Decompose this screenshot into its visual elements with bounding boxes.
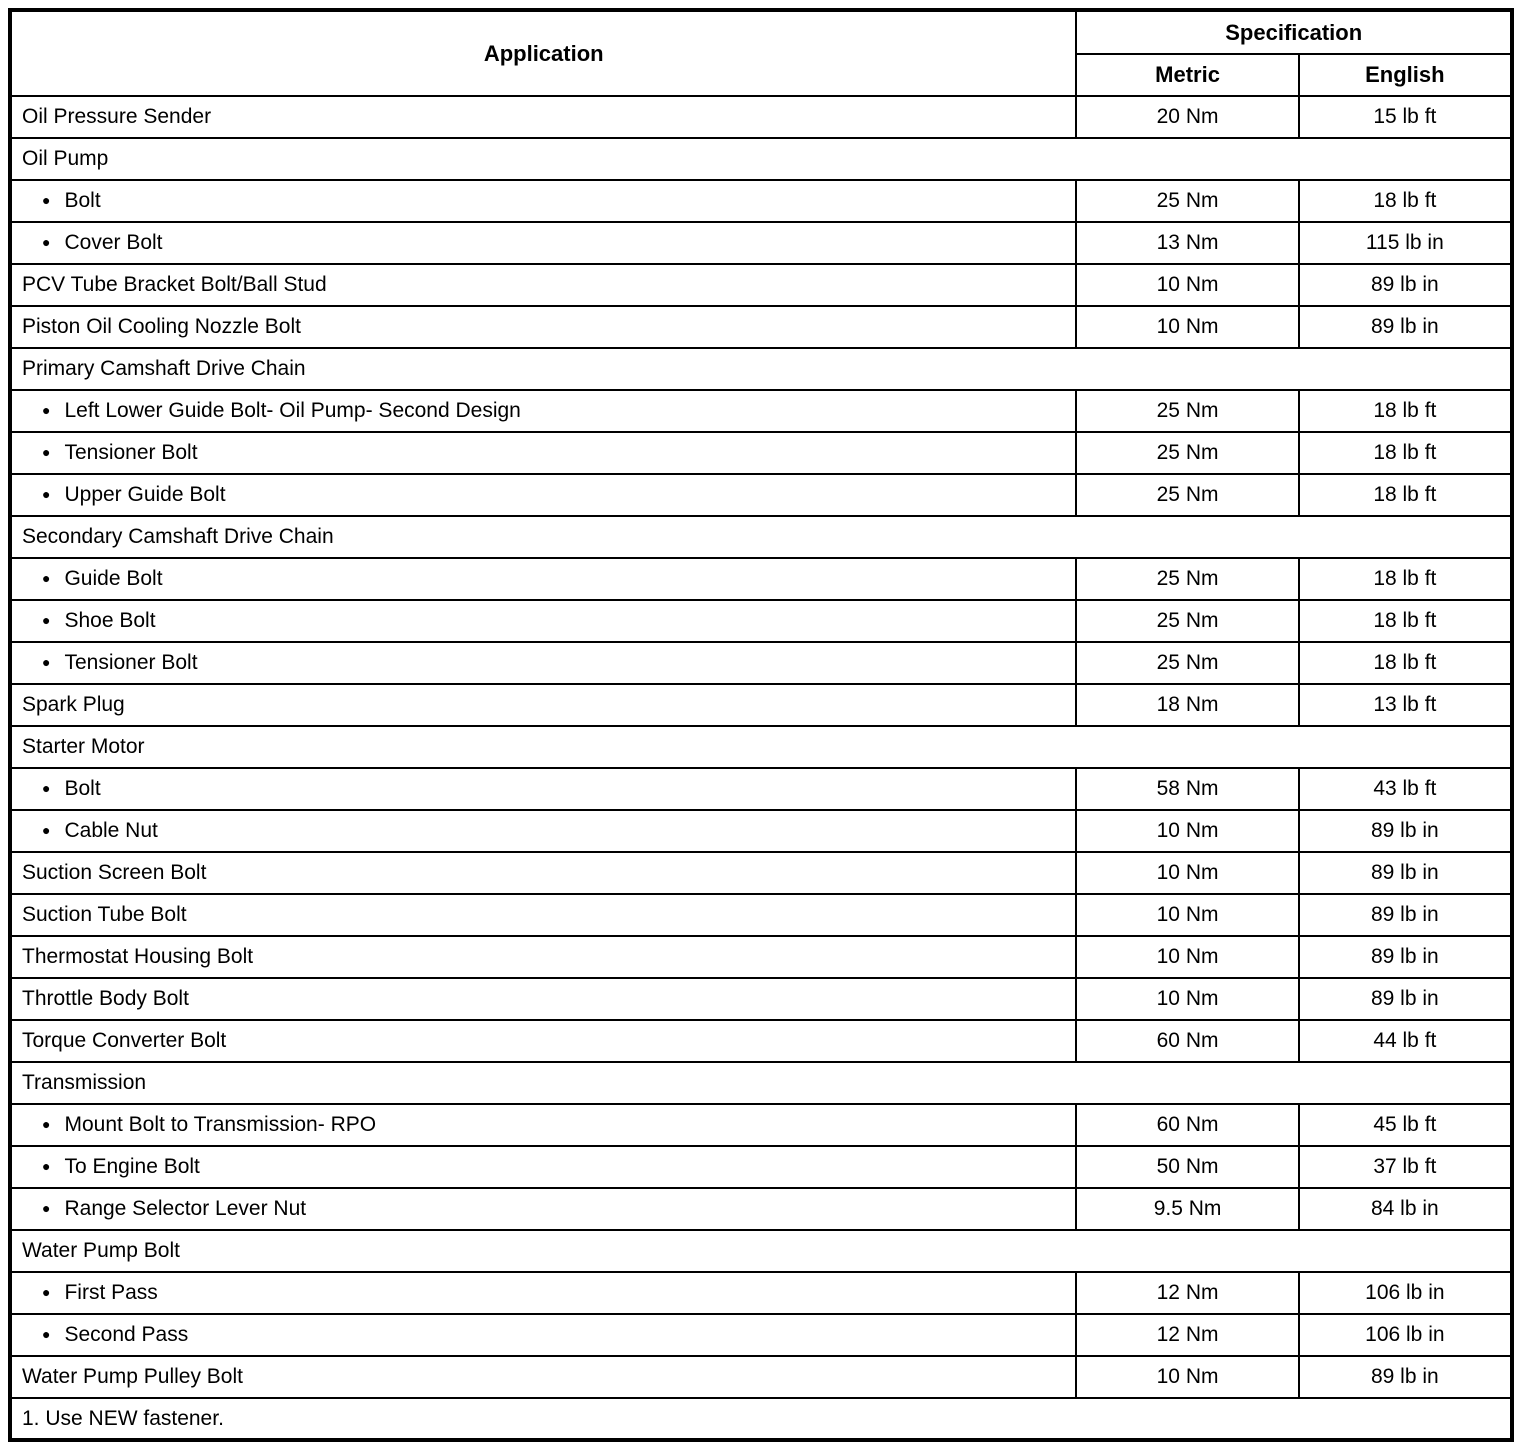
section-header-cell: Starter Motor bbox=[10, 726, 1512, 768]
data-row bbox=[10, 852, 1512, 894]
metric-value-cell: 25 Nm bbox=[1076, 390, 1298, 432]
bullet-row bbox=[10, 1188, 1512, 1230]
application-label: Tensioner Bolt bbox=[64, 651, 198, 674]
english-value-cell: 18 lb ft bbox=[1299, 600, 1512, 642]
application-label: Upper Guide Bolt bbox=[64, 483, 226, 506]
english-value-cell: 89 lb in bbox=[1299, 264, 1512, 306]
metric-value-cell: 10 Nm bbox=[1076, 936, 1298, 978]
english-value-cell: 45 lb ft bbox=[1299, 1104, 1512, 1146]
bullet-row bbox=[10, 180, 1512, 222]
application-cell bbox=[10, 600, 1076, 642]
english-value-cell: 89 lb in bbox=[1299, 978, 1512, 1020]
metric-value-cell: 58 Nm bbox=[1076, 768, 1298, 810]
application-label: Shoe Bolt bbox=[64, 609, 156, 632]
bullet-row bbox=[10, 810, 1512, 852]
english-value-cell: 106 lb in bbox=[1299, 1314, 1512, 1356]
application-label: Cable Nut bbox=[64, 819, 158, 842]
application-cell: Suction Tube Bolt bbox=[10, 894, 1076, 936]
metric-value-cell: 25 Nm bbox=[1076, 558, 1298, 600]
english-value-cell: 89 lb in bbox=[1299, 894, 1512, 936]
metric-value-cell: 10 Nm bbox=[1076, 1356, 1298, 1398]
application-cell: Spark Plug bbox=[10, 684, 1076, 726]
bullet-row bbox=[10, 1104, 1512, 1146]
application-cell bbox=[10, 1314, 1076, 1356]
bullet-row bbox=[10, 558, 1512, 600]
metric-value-cell: 60 Nm bbox=[1076, 1104, 1298, 1146]
torque-spec-table bbox=[8, 8, 1514, 1442]
english-value-cell: 89 lb in bbox=[1299, 852, 1512, 894]
english-value-cell: 18 lb ft bbox=[1299, 474, 1512, 516]
english-value-cell: 15 lb ft bbox=[1299, 96, 1512, 138]
english-value-cell: 89 lb in bbox=[1299, 1356, 1512, 1398]
application-cell: Water Pump Pulley Bolt bbox=[10, 1356, 1076, 1398]
application-label: Mount Bolt to Transmission- RPO bbox=[64, 1113, 377, 1136]
application-label: Tensioner Bolt bbox=[64, 441, 198, 464]
english-header: English bbox=[1299, 54, 1512, 96]
application-cell bbox=[10, 180, 1076, 222]
bullet-icon: ● bbox=[42, 444, 51, 460]
metric-value-cell: 10 Nm bbox=[1076, 852, 1298, 894]
metric-value-cell: 20 Nm bbox=[1076, 96, 1298, 138]
application-label: Bolt bbox=[64, 777, 101, 800]
metric-value-cell: 12 Nm bbox=[1076, 1272, 1298, 1314]
data-row bbox=[10, 894, 1512, 936]
data-row bbox=[10, 684, 1512, 726]
bullet-icon: ● bbox=[42, 1200, 51, 1216]
bullet-row bbox=[10, 768, 1512, 810]
metric-value-cell: 25 Nm bbox=[1076, 432, 1298, 474]
bullet-icon: ● bbox=[42, 402, 51, 418]
bullet-icon: ● bbox=[42, 822, 51, 838]
application-cell: Thermostat Housing Bolt bbox=[10, 936, 1076, 978]
english-value-cell: 37 lb ft bbox=[1299, 1146, 1512, 1188]
metric-value-cell: 10 Nm bbox=[1076, 978, 1298, 1020]
data-row bbox=[10, 978, 1512, 1020]
metric-value-cell: 10 Nm bbox=[1076, 264, 1298, 306]
english-value-cell: 115 lb in bbox=[1299, 222, 1512, 264]
data-row bbox=[10, 1020, 1512, 1062]
bullet-icon: ● bbox=[42, 234, 51, 250]
bullet-row bbox=[10, 474, 1512, 516]
footnote-cell: 1. Use NEW fastener. bbox=[10, 1398, 1512, 1440]
metric-value-cell: 10 Nm bbox=[1076, 810, 1298, 852]
application-cell: Suction Screen Bolt bbox=[10, 852, 1076, 894]
data-row bbox=[10, 96, 1512, 138]
metric-header: Metric bbox=[1076, 54, 1298, 96]
table-header bbox=[10, 10, 1512, 96]
metric-value-cell: 10 Nm bbox=[1076, 306, 1298, 348]
application-cell bbox=[10, 1188, 1076, 1230]
application-label: Range Selector Lever Nut bbox=[64, 1197, 307, 1220]
bullet-row bbox=[10, 642, 1512, 684]
section-row bbox=[10, 516, 1512, 558]
bullet-icon: ● bbox=[42, 192, 51, 208]
metric-value-cell: 13 Nm bbox=[1076, 222, 1298, 264]
metric-value-cell: 50 Nm bbox=[1076, 1146, 1298, 1188]
bullet-icon: ● bbox=[42, 654, 51, 670]
bullet-icon: ● bbox=[42, 780, 51, 796]
english-value-cell: 106 lb in bbox=[1299, 1272, 1512, 1314]
metric-value-cell: 9.5 Nm bbox=[1076, 1188, 1298, 1230]
section-row bbox=[10, 1230, 1512, 1272]
bullet-icon: ● bbox=[42, 1284, 51, 1300]
bullet-icon: ● bbox=[42, 570, 51, 586]
english-value-cell: 43 lb ft bbox=[1299, 768, 1512, 810]
section-header-cell: Transmission bbox=[10, 1062, 1512, 1104]
bullet-icon: ● bbox=[42, 1158, 51, 1174]
header-row-top bbox=[10, 10, 1512, 54]
bullet-row bbox=[10, 1146, 1512, 1188]
metric-value-cell: 25 Nm bbox=[1076, 180, 1298, 222]
application-cell bbox=[10, 642, 1076, 684]
application-label: First Pass bbox=[64, 1281, 158, 1304]
bullet-icon: ● bbox=[42, 612, 51, 628]
section-header-cell: Primary Camshaft Drive Chain bbox=[10, 348, 1512, 390]
metric-value-cell: 10 Nm bbox=[1076, 894, 1298, 936]
application-label: To Engine Bolt bbox=[64, 1155, 200, 1178]
application-label: Second Pass bbox=[64, 1323, 189, 1346]
application-cell bbox=[10, 474, 1076, 516]
application-cell bbox=[10, 1104, 1076, 1146]
bullet-row bbox=[10, 1272, 1512, 1314]
english-value-cell: 18 lb ft bbox=[1299, 390, 1512, 432]
data-row bbox=[10, 1356, 1512, 1398]
application-cell: Piston Oil Cooling Nozzle Bolt bbox=[10, 306, 1076, 348]
english-value-cell: 89 lb in bbox=[1299, 936, 1512, 978]
section-header-cell: Oil Pump bbox=[10, 138, 1512, 180]
application-cell bbox=[10, 1272, 1076, 1314]
application-cell: PCV Tube Bracket Bolt/Ball Stud bbox=[10, 264, 1076, 306]
spec-table-body bbox=[10, 96, 1512, 1440]
application-cell bbox=[10, 768, 1076, 810]
footnote-row bbox=[10, 1398, 1512, 1440]
specification-header: Specification bbox=[1076, 10, 1512, 54]
bullet-icon: ● bbox=[42, 1116, 51, 1132]
bullet-row bbox=[10, 1314, 1512, 1356]
section-header-cell: Water Pump Bolt bbox=[10, 1230, 1512, 1272]
metric-value-cell: 25 Nm bbox=[1076, 474, 1298, 516]
section-row bbox=[10, 138, 1512, 180]
application-cell bbox=[10, 810, 1076, 852]
section-row bbox=[10, 726, 1512, 768]
bullet-icon: ● bbox=[42, 486, 51, 502]
metric-value-cell: 25 Nm bbox=[1076, 600, 1298, 642]
application-cell: Throttle Body Bolt bbox=[10, 978, 1076, 1020]
section-row bbox=[10, 1062, 1512, 1104]
application-label: Left Lower Guide Bolt- Oil Pump- Second Design bbox=[64, 399, 521, 422]
application-label: Guide Bolt bbox=[64, 567, 163, 590]
english-value-cell: 89 lb in bbox=[1299, 810, 1512, 852]
bullet-icon: ● bbox=[42, 1326, 51, 1342]
english-value-cell: 44 lb ft bbox=[1299, 1020, 1512, 1062]
application-label: Bolt bbox=[64, 189, 101, 212]
application-cell: Oil Pressure Sender bbox=[10, 96, 1076, 138]
bullet-row bbox=[10, 390, 1512, 432]
english-value-cell: 18 lb ft bbox=[1299, 180, 1512, 222]
english-value-cell: 18 lb ft bbox=[1299, 558, 1512, 600]
bullet-row bbox=[10, 600, 1512, 642]
data-row bbox=[10, 306, 1512, 348]
application-label: Cover Bolt bbox=[64, 231, 163, 254]
application-cell bbox=[10, 1146, 1076, 1188]
english-value-cell: 84 lb in bbox=[1299, 1188, 1512, 1230]
english-value-cell: 18 lb ft bbox=[1299, 432, 1512, 474]
application-cell bbox=[10, 390, 1076, 432]
metric-value-cell: 12 Nm bbox=[1076, 1314, 1298, 1356]
english-value-cell: 18 lb ft bbox=[1299, 642, 1512, 684]
section-header-cell: Secondary Camshaft Drive Chain bbox=[10, 516, 1512, 558]
metric-value-cell: 18 Nm bbox=[1076, 684, 1298, 726]
application-cell bbox=[10, 432, 1076, 474]
application-cell bbox=[10, 558, 1076, 600]
application-header: Application bbox=[10, 10, 1076, 96]
english-value-cell: 13 lb ft bbox=[1299, 684, 1512, 726]
bullet-row bbox=[10, 432, 1512, 474]
application-cell: Torque Converter Bolt bbox=[10, 1020, 1076, 1062]
section-row bbox=[10, 348, 1512, 390]
english-value-cell: 89 lb in bbox=[1299, 306, 1512, 348]
application-cell bbox=[10, 222, 1076, 264]
metric-value-cell: 25 Nm bbox=[1076, 642, 1298, 684]
metric-value-cell: 60 Nm bbox=[1076, 1020, 1298, 1062]
data-row bbox=[10, 936, 1512, 978]
data-row bbox=[10, 264, 1512, 306]
bullet-row bbox=[10, 222, 1512, 264]
